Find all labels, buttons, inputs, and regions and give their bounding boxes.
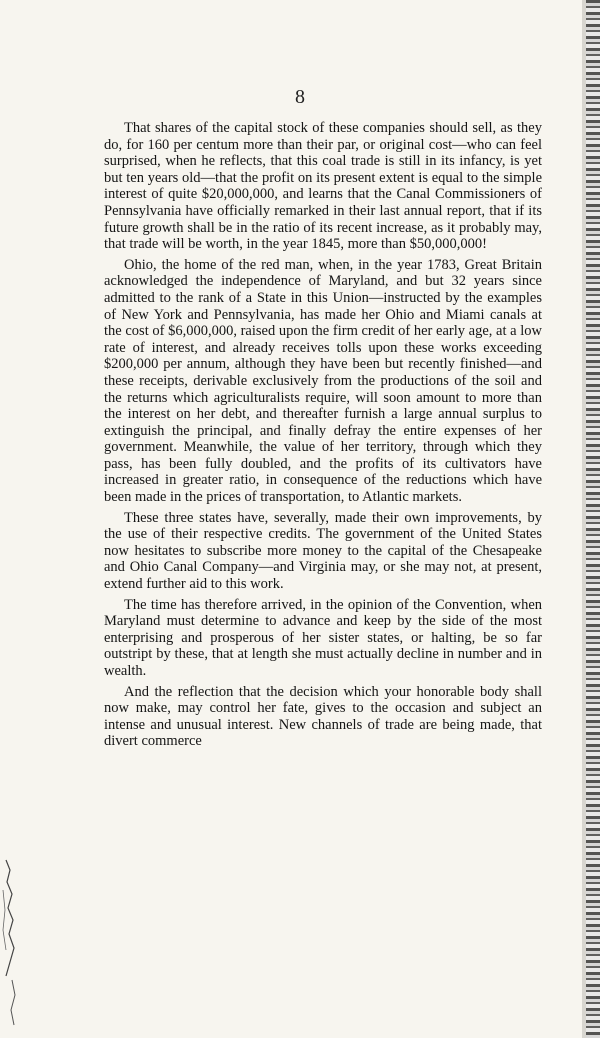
page-number: 8 xyxy=(295,86,305,108)
margin-stain-marks xyxy=(0,850,22,1030)
paragraph-reflection: And the reflection that the decision which your honorable body shall now make, may control her fate, gives to the occasion and subject an intense and unusual interest. New channels of trade are being made, that divert commerce xyxy=(104,683,542,750)
paragraph-time-arrived: The time has therefore arrived, in the opinion of the Convention, when Maryland must determine to advance and keep by the side of the most enterprising and prosperous of her sister states, or halting, be so far outstript by these, that at length she must actually decline in number and in wealth. xyxy=(104,596,542,679)
binding-edge xyxy=(586,0,600,1038)
paragraph-ohio: Ohio, the home of the red man, when, in the year 1783, Great Britain acknowledged the independence of Maryland, and but 32 years since admitted to the rank of a State in this Union—instructed by the examples of New York and Pennsylvania, has made her Ohio and Miami canals at the cost of $6,000,000, raised upon the firm credit of her early age, at a low rate of interest, and already receives tolls upon these works exceeding $200,000 per annum, although they have been but recently finished—and these receipts, derivable exclusively from the productions of the soil and the returns which agriculturalists require, will soon amount to more than the interest on her debt, and thereafter furnish a large annual surplus to extinguish the principal, and finally defray the entire expenses of her government. Meanwhile, the value of her territory, through which they pass, has been fully doubled, and the profits of its cultivators have increased in greater ratio, in consequence of the reductions which have been made in the prices of transportation, to Atlantic markets. xyxy=(104,256,542,506)
body-text xyxy=(104,120,542,754)
paragraph-shares: That shares of the capital stock of these companies should sell, as they do, for 160 per centum more than their par, or original cost—who can feel surprised, when he reflects, that this coal trade is still in its infancy, is yet but ten years old—that the profit on its present extent is equal to the simple interest of quite $20,000,000, and learns that the Canal Commissioners of Pennsylvania have officially remarked in their last annual report, that if its future growth shall be in the ratio of its recent increase, as it probably may, that trade will be worth, in the year 1845, more than $50,000,000! xyxy=(104,120,542,253)
paragraph-three-states: These three states have, severally, made their own improvements, by the use of their respective credits. The government of the United States now hesitates to subscribe more money to the capital of the Chesapeake and Ohio Canal Company—and Virginia may, or she may not, at present, extend further aid to this work. xyxy=(104,509,542,593)
